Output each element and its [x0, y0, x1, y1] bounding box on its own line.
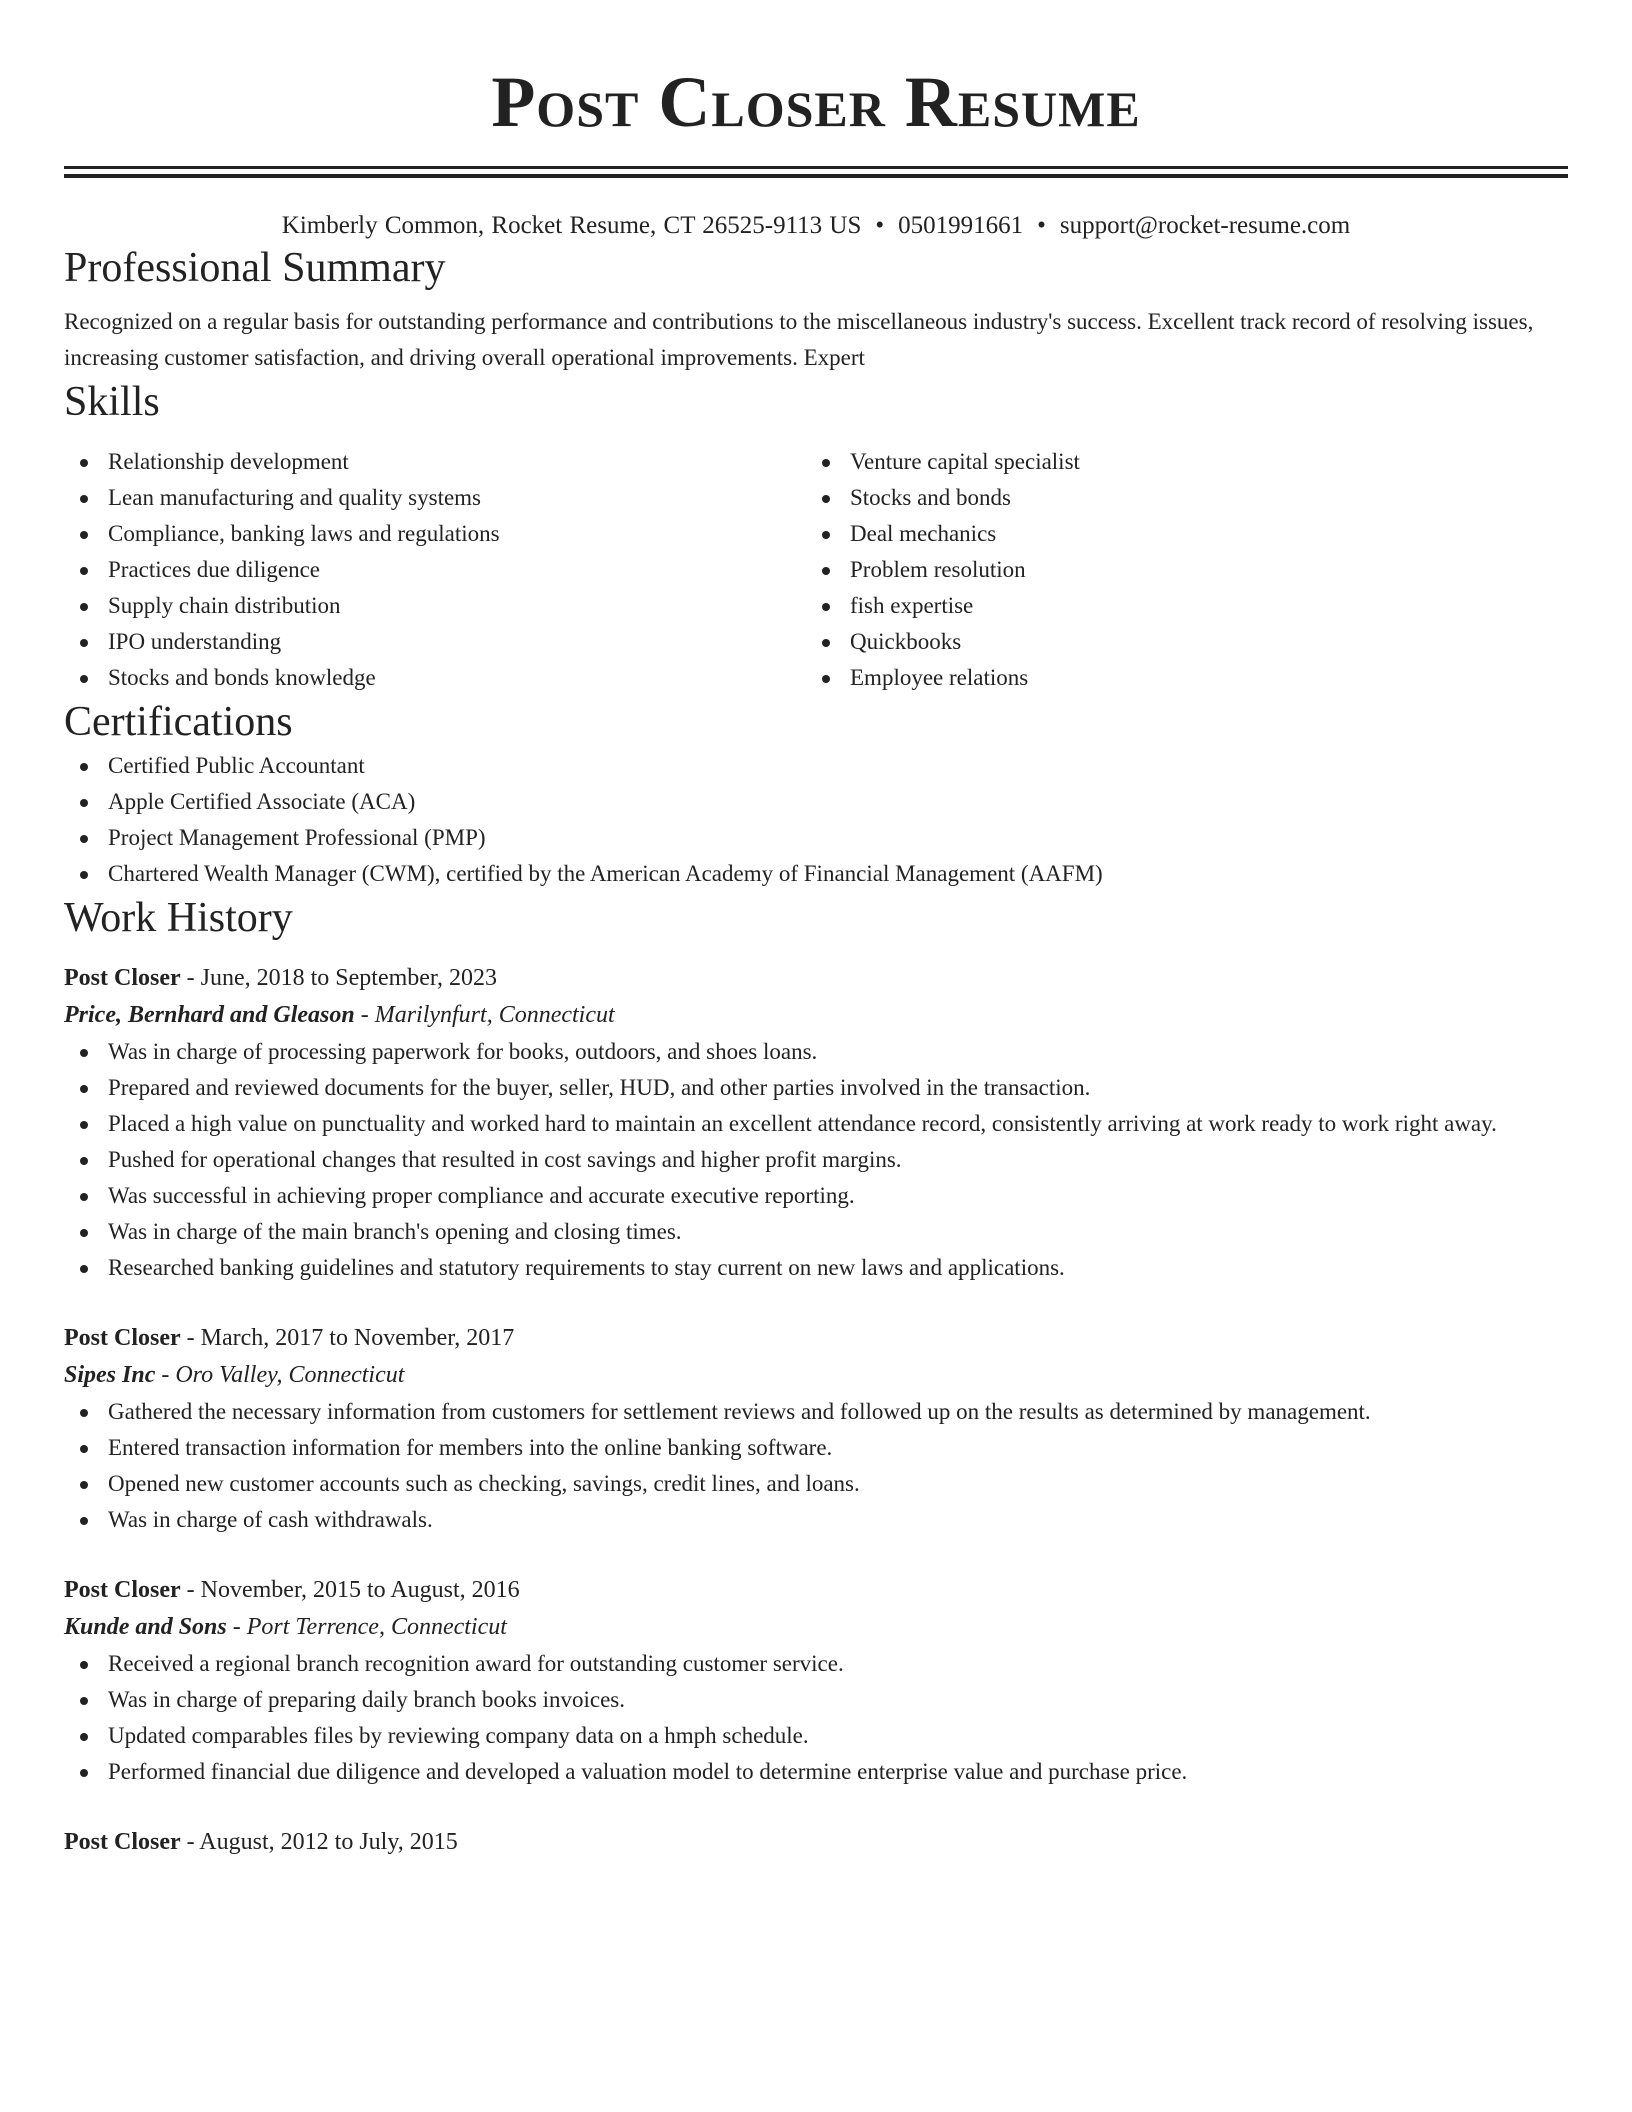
- job-bullets: [64, 1646, 1568, 1790]
- summary-text: Recognized on a regular basis for outstanding performance and contributions to the miscellaneous industry's success. Excellent track record of resolving issues, increasing customer satisfaction, and driving overall operational improvements. Expert: [64, 309, 1534, 370]
- job-title-line: [64, 1824, 1568, 1860]
- skills-column-right: [806, 444, 1548, 696]
- certification-item: Project Management Professional (PMP): [64, 820, 1568, 856]
- job-dates: - March, 2017 to November, 2017: [180, 1325, 515, 1351]
- skills-column-left: [64, 444, 806, 696]
- work-history-heading: Work History: [64, 895, 293, 941]
- job-bullet: Was in charge of preparing daily branch books invoices.: [64, 1682, 1568, 1718]
- certification-item: Certified Public Accountant: [64, 748, 1568, 784]
- job-entry: [64, 1320, 1568, 1538]
- skill-item: Relationship development: [64, 444, 806, 480]
- job-bullet: Opened new customer accounts such as checking, savings, credit lines, and loans.: [64, 1466, 1568, 1502]
- skill-item: Stocks and bonds knowledge: [64, 660, 806, 696]
- job-company-line: [64, 1608, 1568, 1646]
- job-bullets: [64, 1034, 1568, 1286]
- skill-item: Practices due diligence: [64, 552, 806, 588]
- certifications-heading: Certifications: [64, 699, 293, 745]
- job-title: Post Closer: [64, 965, 181, 991]
- job-dates: - November, 2015 to August, 2016: [180, 1577, 520, 1603]
- job-location: - Marilynfurt, Connecticut: [354, 1002, 615, 1028]
- skill-item: Employee relations: [806, 660, 1548, 696]
- title-divider-bottom: [64, 174, 1568, 178]
- job-entry: [64, 1824, 1568, 1860]
- job-bullet: Was in charge of processing paperwork for books, outdoors, and shoes loans.: [64, 1034, 1568, 1070]
- job-dates: - June, 2018 to September, 2023: [180, 965, 497, 991]
- skill-item: Deal mechanics: [806, 516, 1548, 552]
- job-location: - Oro Valley, Connecticut: [155, 1362, 405, 1388]
- skill-item: Stocks and bonds: [806, 480, 1548, 516]
- job-company-line: [64, 1356, 1568, 1394]
- skill-item: Problem resolution: [806, 552, 1548, 588]
- job-bullet: Researched banking guidelines and statutory requirements to stay current on new laws and applications.: [64, 1250, 1568, 1286]
- job-bullet: Entered transaction information for members into the online banking software.: [64, 1430, 1568, 1466]
- job-company: Kunde and Sons: [64, 1614, 227, 1640]
- job-entry: [64, 960, 1568, 1286]
- certification-item: Apple Certified Associate (ACA): [64, 784, 1568, 820]
- skills-columns: [64, 444, 1568, 696]
- job-bullet: Performed financial due diligence and developed a valuation model to determine enterprise value and purchase price.: [64, 1754, 1568, 1790]
- job-title: Post Closer: [64, 1325, 181, 1351]
- certifications-list: [64, 748, 1568, 892]
- contact-line: [64, 210, 1568, 242]
- job-bullet: Placed a high value on punctuality and worked hard to maintain an excellent attendance record, consistently arriving at work ready to work right away.: [64, 1106, 1568, 1142]
- contact-phone: 0501991661: [898, 212, 1024, 239]
- job-title-line: [64, 1320, 1568, 1356]
- skill-item: Venture capital specialist: [806, 444, 1548, 480]
- job-bullet: Was successful in achieving proper compliance and accurate executive reporting.: [64, 1178, 1568, 1214]
- job-bullet: Was in charge of cash withdrawals.: [64, 1502, 1568, 1538]
- skill-item: Supply chain distribution: [64, 588, 806, 624]
- job-title: Post Closer: [64, 1577, 181, 1603]
- page-title: Post Closer Resume: [491, 62, 1141, 142]
- title-divider-top: [64, 166, 1568, 169]
- certification-item: Chartered Wealth Manager (CWM), certified by the American Academy of Financial Management (AAFM): [64, 856, 1568, 892]
- job-title-line: [64, 960, 1568, 996]
- contact-email: support@rocket-resume.com: [1059, 212, 1351, 239]
- job-location: - Port Terrence, Connecticut: [226, 1614, 507, 1640]
- job-bullet: Received a regional branch recognition award for outstanding customer service.: [64, 1646, 1568, 1682]
- job-company: Sipes Inc: [64, 1362, 156, 1388]
- job-bullet: Updated comparables files by reviewing company data on a hmph schedule.: [64, 1718, 1568, 1754]
- skill-item: IPO understanding: [64, 624, 806, 660]
- job-company: Price, Bernhard and Gleason: [64, 1002, 355, 1028]
- skill-item: Quickbooks: [806, 624, 1548, 660]
- resume-page: [64, 0, 1568, 1860]
- job-bullet: Pushed for operational changes that resulted in cost savings and higher profit margins.: [64, 1142, 1568, 1178]
- skills-heading: Skills: [64, 379, 160, 425]
- job-title: Post Closer: [64, 1829, 181, 1855]
- contact-separator: •: [1037, 212, 1046, 239]
- job-bullet: Prepared and reviewed documents for the buyer, seller, HUD, and other parties involved in the transaction.: [64, 1070, 1568, 1106]
- contact-separator: •: [875, 212, 885, 239]
- contact-address: Kimberly Common, Rocket Resume, CT 26525-9113 US: [281, 212, 862, 239]
- job-dates: - August, 2012 to July, 2015: [180, 1829, 458, 1855]
- job-entry: [64, 1572, 1568, 1790]
- job-bullet: Was in charge of the main branch's opening and closing times.: [64, 1214, 1568, 1250]
- skill-item: Compliance, banking laws and regulations: [64, 516, 806, 552]
- skill-item: Lean manufacturing and quality systems: [64, 480, 806, 516]
- job-title-line: [64, 1572, 1568, 1608]
- skill-item: fish expertise: [806, 588, 1548, 624]
- job-bullet: Gathered the necessary information from customers for settlement reviews and followed up on the results as determined by management.: [64, 1394, 1568, 1430]
- job-bullets: [64, 1394, 1568, 1538]
- summary-heading: Professional Summary: [64, 245, 446, 291]
- job-company-line: [64, 996, 1568, 1034]
